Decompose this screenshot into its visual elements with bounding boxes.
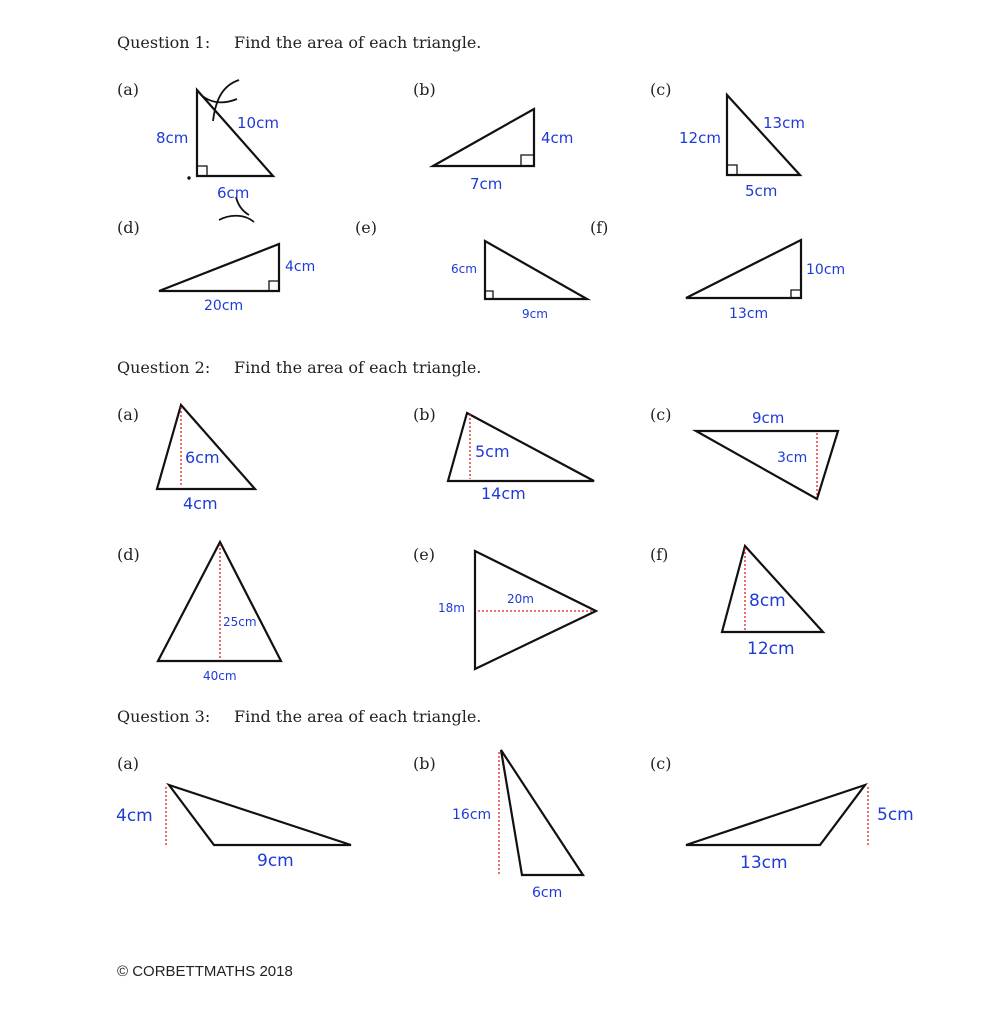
question-3-instruction: Find the area of each triangle. <box>234 707 482 726</box>
q3a-triangle <box>169 785 351 845</box>
q1c-base-label: 5cm <box>745 182 778 200</box>
question-3-label: Question 3: <box>117 707 211 726</box>
q3a-height-label: 4cm <box>116 806 153 826</box>
question-2-label: Question 2: <box>117 358 211 377</box>
q3-part-a-label: (a) <box>117 754 140 773</box>
q1-part-d-label: (d) <box>117 218 140 237</box>
q1f-triangle <box>686 240 801 298</box>
q1a-triangle <box>197 90 273 176</box>
q3-part-b-label: (b) <box>413 754 436 773</box>
q1b-height-label: 4cm <box>541 129 574 147</box>
q2a-triangle <box>157 405 255 489</box>
copyright-footer: © CORBETTMATHS 2018 <box>117 963 293 980</box>
q2c-height-label: 3cm <box>777 450 808 466</box>
question-1-label: Question 1: <box>117 33 211 52</box>
question-1-instruction: Find the area of each triangle. <box>234 33 482 52</box>
q1e-triangle <box>485 241 587 299</box>
q3c-triangle <box>686 785 865 845</box>
q2-part-e-label: (e) <box>413 545 435 564</box>
q1d-height-label: 4cm <box>285 259 316 275</box>
q1-part-e-label: (e) <box>355 218 377 237</box>
q2b-base-label: 14cm <box>481 484 526 503</box>
q1f-height-label: 10cm <box>806 262 846 278</box>
q2a-base-label: 4cm <box>183 494 218 513</box>
q2e-triangle <box>475 551 596 669</box>
q2-part-c-label: (c) <box>650 405 672 424</box>
q2d-base-label: 40cm <box>203 669 237 683</box>
q2d-height-label: 25cm <box>223 615 257 629</box>
q2c-base-label: 9cm <box>752 409 785 427</box>
q1b-triangle <box>433 109 534 166</box>
q3b-height-label: 16cm <box>452 807 492 823</box>
q3c-height-label: 5cm <box>877 805 914 825</box>
q1d-base-label: 20cm <box>204 298 244 314</box>
q2b-height-label: 5cm <box>475 442 510 461</box>
q2-part-d-label: (d) <box>117 545 140 564</box>
q3b-triangle <box>501 750 583 875</box>
q1-part-c-label: (c) <box>650 80 672 99</box>
q1e-height-label: 6cm <box>451 262 477 276</box>
q2-part-a-label: (a) <box>117 405 140 424</box>
q3c-base-label: 13cm <box>740 853 788 873</box>
q1f-base-label: 13cm <box>729 306 769 322</box>
q1c-hyp-label: 13cm <box>763 114 805 132</box>
q1a-base-label: 6cm <box>217 184 250 202</box>
q1-part-a-label: (a) <box>117 80 140 99</box>
q2f-triangle <box>722 546 823 632</box>
q2e-base-label: 18m <box>438 601 465 615</box>
q1-part-b-label: (b) <box>413 80 436 99</box>
q2a-height-label: 6cm <box>185 448 220 467</box>
q1-part-f-label: (f) <box>590 218 609 237</box>
q3a-base-label: 9cm <box>257 851 294 871</box>
q2-part-b-label: (b) <box>413 405 436 424</box>
q1c-triangle <box>727 95 800 175</box>
q1b-base-label: 7cm <box>470 175 503 193</box>
q1d-triangle <box>159 244 279 291</box>
q1a-height-label: 8cm <box>156 129 189 147</box>
q1c-height-label: 12cm <box>679 129 721 147</box>
q2f-height-label: 8cm <box>749 591 786 611</box>
q1e-base-label: 9cm <box>522 307 548 321</box>
q1a-hyp-label: 10cm <box>237 114 279 132</box>
q2-part-f-label: (f) <box>650 545 669 564</box>
q2e-height-label: 20m <box>507 592 534 606</box>
q3b-base-label: 6cm <box>532 885 563 901</box>
q3-part-c-label: (c) <box>650 754 672 773</box>
q2f-base-label: 12cm <box>747 639 795 659</box>
question-2-instruction: Find the area of each triangle. <box>234 358 482 377</box>
